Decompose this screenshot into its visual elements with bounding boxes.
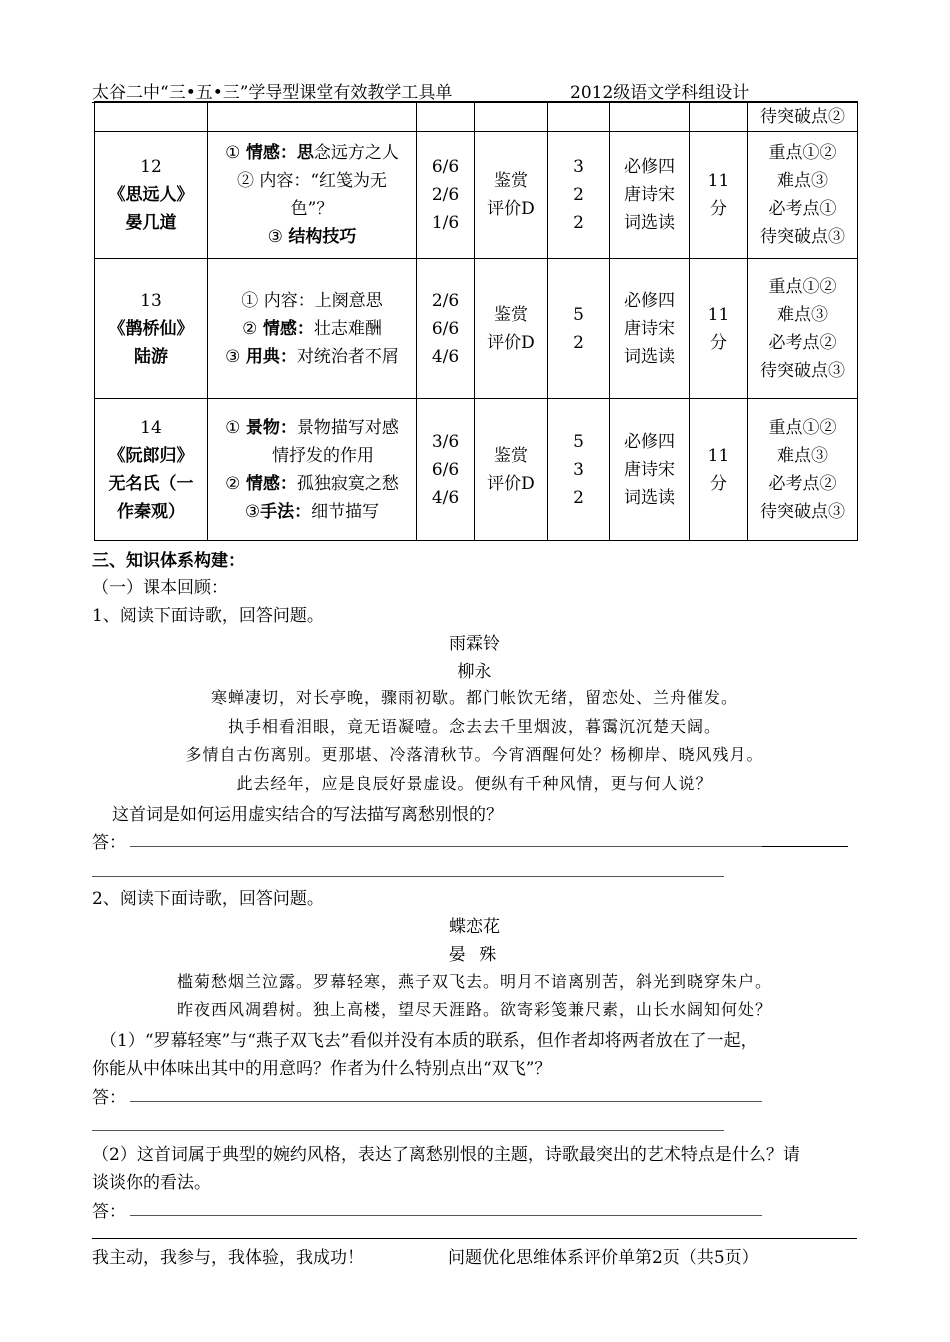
section-heading: 三、知识体系构建： (92, 551, 245, 571)
list-item: ② 内容：“红笺为无 (236, 171, 388, 191)
page-footer (92, 1238, 857, 1268)
poem1-author: 柳永 (457, 662, 492, 682)
book-cell: 必修四 唐诗宋 词选读 (610, 132, 690, 259)
poem-number: 13 (140, 290, 162, 311)
poem2-line: 槛菊愁烟兰泣露。罗幕轻寒，燕子双飞去。明月不谙离别苦，斜光到晓穿朱户。 (176, 972, 772, 991)
answer-label: 答： (92, 833, 126, 853)
answer-line[interactable] (92, 1130, 724, 1131)
poem2-author: 晏 殊 (448, 945, 501, 965)
question-2-2-cont: 谈谈你的看法。 (92, 1173, 211, 1193)
list-item: ① 情感：思念远方之人 (225, 143, 399, 163)
table-row (95, 102, 858, 132)
poem-author: 晏几道 (125, 213, 177, 233)
content-cell (208, 259, 417, 399)
fraction-cell: 3/6 6/6 4/6 (417, 399, 475, 541)
points-cell: 重点①② 难点③ 必考点① 待突破点③ (748, 132, 858, 259)
answer-line-end (762, 846, 848, 847)
answer-line[interactable] (130, 1215, 762, 1216)
question-2-1: （1）“罗幕轻寒”与“燕子双飞去”看似并没有本质的联系，但作者却将两者放在了一起， (100, 1031, 758, 1051)
score-cell: 11 分 (690, 399, 748, 541)
number-cell: 5 3 2 (548, 399, 610, 541)
poem-number: 14 (140, 417, 162, 438)
list-item: ③手法：细节描写 (244, 501, 380, 522)
list-item: 情抒发的作用 (272, 445, 374, 466)
answer-line[interactable] (130, 846, 762, 847)
answer-line[interactable] (92, 876, 724, 877)
poem-author-note: 作秦观） (117, 501, 185, 522)
number-cell: 5 2 (548, 259, 610, 399)
poem-title: 《鹊桥仙》 (108, 318, 194, 339)
poem-title: 《阮郎归》 (108, 445, 194, 466)
content-cell (208, 399, 417, 541)
table-row (95, 132, 858, 259)
poem-cell (95, 259, 208, 399)
answer-label: 答： (92, 1202, 126, 1222)
score-cell: 11 分 (690, 259, 748, 399)
points-cell: 重点①② 难点③ 必考点② 待突破点③ (748, 259, 858, 399)
list-item: 色”？ (290, 199, 334, 219)
level-cell: 鉴赏 评价D (475, 132, 548, 259)
book-cell: 必修四 唐诗宋 词选读 (610, 259, 690, 399)
footer-motto: 我主动，我参与，我体验，我成功！ (92, 1248, 364, 1268)
fraction-cell: 2/6 6/6 4/6 (417, 259, 475, 399)
list-item: ② 情感：孤独寂寞之愁 (225, 473, 399, 494)
content-cell (208, 132, 417, 259)
points-cell: 重点①② 难点③ 必考点② 待突破点③ (748, 399, 858, 541)
page-header (92, 78, 857, 103)
question-2-1-cont: 你能从中体味出其中的用意吗？作者为什么特别点出“双飞”？ (92, 1059, 552, 1079)
poem1-line: 执手相看泪眼，竟无语凝噎。念去去千里烟波，暮霭沉沉楚天阔。 (227, 717, 721, 736)
poem2-line: 昨夜西风凋碧树。独上高楼，望尽天涯路。欲寄彩笺兼尺素，山长水阔知何处？ (176, 1000, 772, 1019)
section-subheading: （一）课本回顾： (92, 578, 228, 598)
list-item: ① 内容：上阕意思 (241, 290, 383, 311)
poem-number: 12 (140, 157, 162, 177)
answer-line[interactable] (130, 1101, 762, 1102)
header-designer: 2012级语文学科组设计 (570, 83, 750, 103)
question-1: 1、阅读下面诗歌，回答问题。 (92, 606, 324, 626)
list-item: ② 情感：壮志难酬 (242, 318, 382, 339)
poem-table (94, 101, 858, 541)
score-cell: 11 分 (690, 132, 748, 259)
poem-author: 无名氏（一 (108, 473, 194, 494)
poem2-title: 蝶恋花 (449, 917, 500, 937)
question-2: 2、阅读下面诗歌，回答问题。 (92, 889, 324, 909)
poem1-line: 寒蝉凄切，对长亭晚，骤雨初歇。都门帐饮无绪，留恋处、兰舟催发。 (210, 688, 738, 707)
table-row (95, 259, 858, 399)
book-cell: 必修四 唐诗宋 词选读 (610, 399, 690, 541)
poem-cell (95, 399, 208, 541)
answer-label: 答： (92, 1088, 126, 1108)
level-cell: 鉴赏 评价D (475, 259, 548, 399)
question-1-text: 这首词是如何运用虚实结合的写法描写离愁别恨的？ (112, 805, 503, 825)
level-cell: 鉴赏 评价D (475, 399, 548, 541)
poem1-line: 多情自古伤离别。更那堪、冷落清秋节。今宵酒醒何处？杨柳岸、晓风残月。 (185, 745, 764, 764)
poem1-title: 雨霖铃 (449, 634, 500, 654)
fraction-cell: 6/6 2/6 1/6 (417, 132, 475, 259)
poem1-line: 此去经年，应是良辰好景虚设。便纵有千种风情，更与何人说？ (236, 774, 713, 793)
list-item: ① 景物：景物描写对感 (225, 417, 399, 438)
list-item: ③ 用典：对统治者不屑 (225, 346, 399, 367)
poem-author: 陆游 (134, 346, 168, 367)
header-title: 太谷二中“三•五•三”学导型课堂有效教学工具单 (92, 83, 453, 103)
footer-page-info: 问题优化思维体系评价单第2页（共5页） (448, 1248, 759, 1268)
list-item: ③ 结构技巧 (267, 227, 357, 247)
question-2-2: （2）这首词属于典型的婉约风格，表达了离愁别恨的主题，诗歌最突出的艺术特点是什么？请 (92, 1145, 800, 1165)
table-cell: 待突破点② (748, 102, 858, 132)
poem-cell (95, 132, 208, 259)
number-cell: 3 2 2 (548, 132, 610, 259)
table-row (95, 399, 858, 541)
poem-title: 《思远人》 (108, 185, 194, 205)
